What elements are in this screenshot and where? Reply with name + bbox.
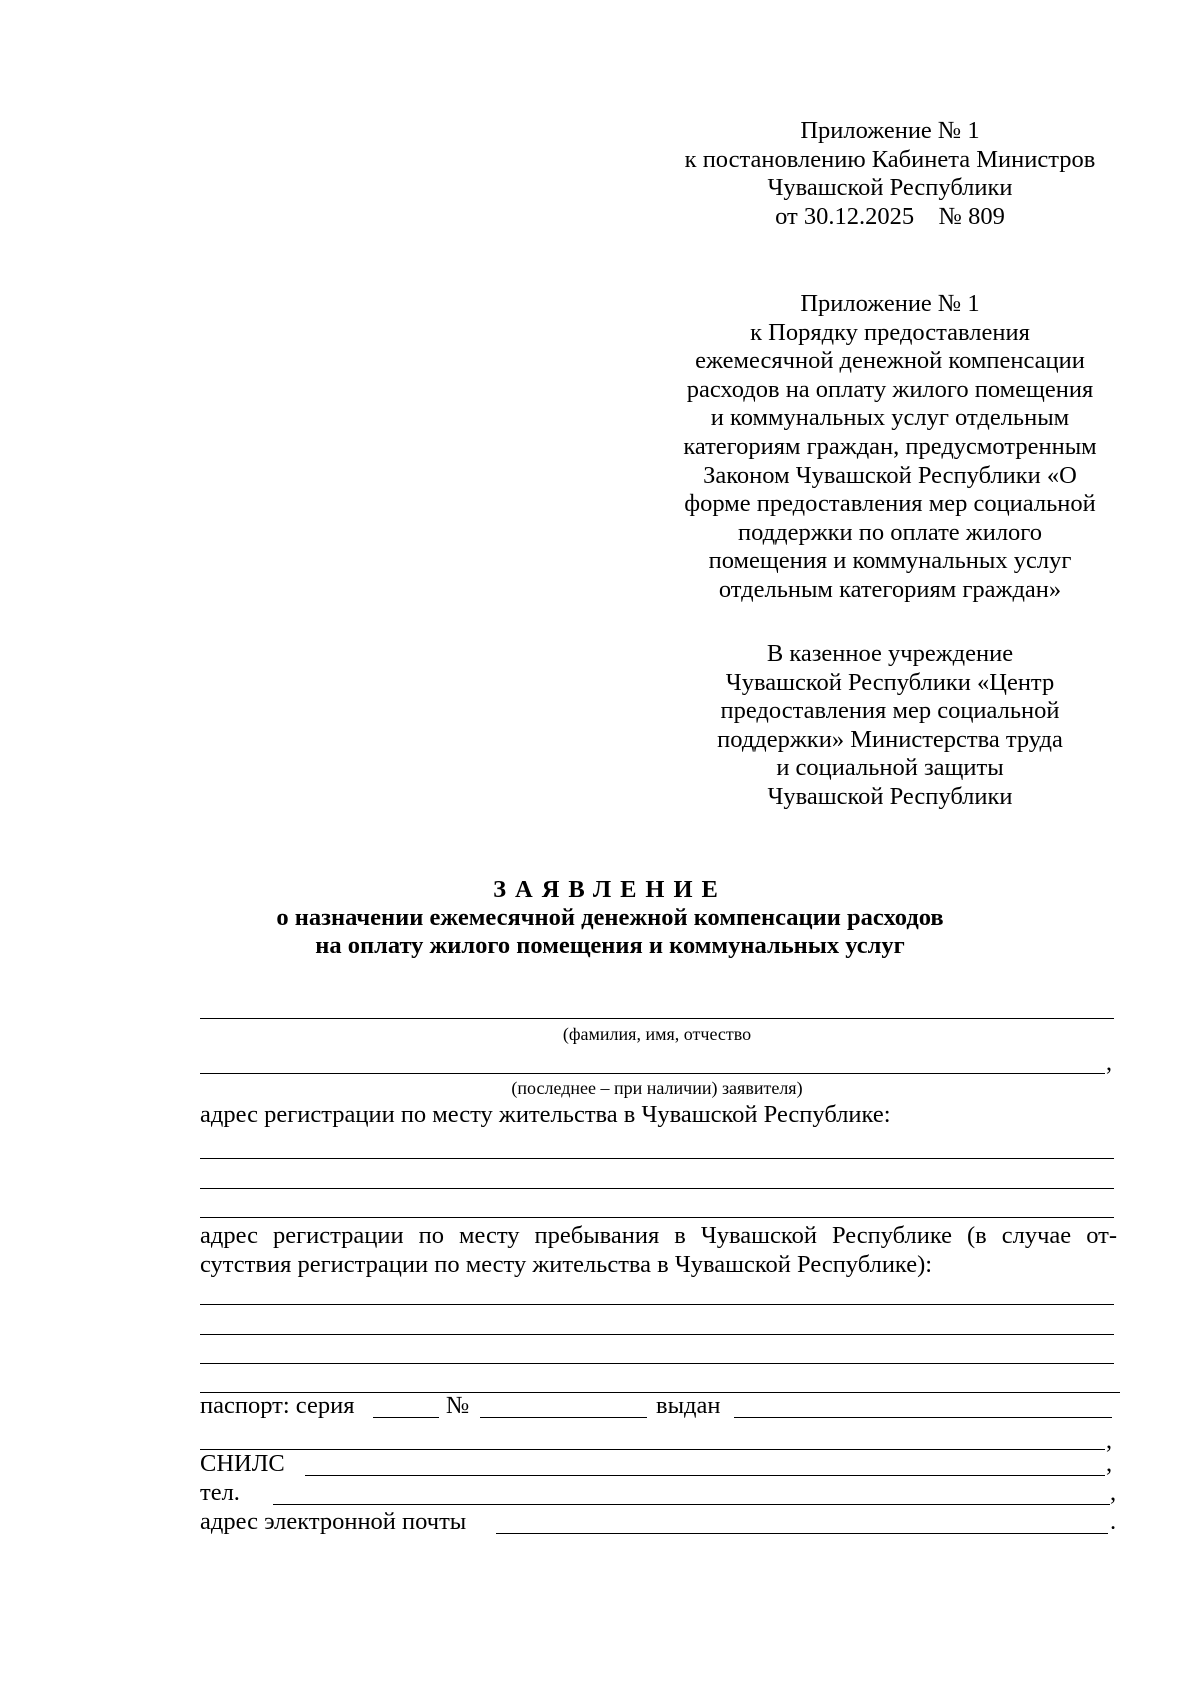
phone-label: тел.: [200, 1479, 240, 1506]
period: .: [1110, 1508, 1117, 1535]
snils-row: [200, 1450, 1115, 1480]
residence-label: адрес регистрации по месту жительства в Чувашской Республике:: [200, 1101, 891, 1128]
phone-row: [200, 1479, 1115, 1509]
addressee-line: предоставления мер социальной: [720, 697, 1060, 725]
title-subtitle: на оплату жилого помещения и коммунальных услуг: [315, 932, 905, 959]
name-caption: (фамилия, имя, отчество: [562, 1024, 752, 1044]
title-subtitle: о назначении ежемесячной денежной компенсации расходов: [276, 904, 944, 931]
name-caption-2: (последнее – при наличии) заявителя): [511, 1078, 803, 1098]
comma: ,: [1106, 1450, 1113, 1477]
appendix-procedure-line: и коммунальных услуг отдельным: [710, 404, 1070, 432]
stay-line-1[interactable]: [200, 1304, 1114, 1305]
passport-series-field[interactable]: [373, 1417, 439, 1418]
appendix-procedure-header: [660, 290, 1120, 605]
residence-line-3[interactable]: [200, 1217, 1114, 1218]
snils-label: СНИЛС: [200, 1450, 285, 1477]
passport-label: паспорт: серия: [200, 1392, 355, 1419]
appendix-procedure-line: расходов на оплату жилого помещения: [686, 375, 1094, 403]
residence-line-1[interactable]: [200, 1158, 1114, 1159]
appendix-decree-line: от 30.12.2025 № 809: [775, 202, 1005, 230]
appendix-decree-line: к постановлению Кабинета Министров: [684, 145, 1096, 173]
passport-row: [200, 1392, 1115, 1422]
appendix-decree-line: Приложение № 1: [800, 117, 980, 144]
comma: ,: [1106, 1050, 1112, 1076]
addressee-block: [660, 640, 1120, 812]
appendix-procedure-line: к Порядку предоставления: [750, 318, 1030, 346]
document-title: [160, 876, 1060, 960]
passport-issued-label: выдан: [656, 1392, 721, 1419]
addressee-line: Чувашской Республики: [767, 782, 1013, 810]
name-field-line[interactable]: [200, 1018, 1114, 1019]
addressee-line: и социальной защиты: [776, 754, 1004, 782]
passport-issued-field[interactable]: [734, 1417, 1112, 1418]
appendix-procedure-line: помещения и коммунальных услуг: [708, 547, 1072, 575]
appendix-procedure-line: форме предоставления мер социальной: [684, 490, 1096, 518]
stay-label: адрес регистрации по месту пребывания в Чувашской Республике (в случае от-сутствия регистрации по месту жительства в Чувашской Республике):: [200, 1222, 1117, 1278]
appendix-procedure-line: поддержки по оплате жилого: [737, 518, 1042, 546]
comma: ,: [1106, 1428, 1112, 1454]
email-row: [200, 1508, 1115, 1538]
addressee-line: Чувашской Республики «Центр: [725, 668, 1055, 696]
appendix-decree-header: [660, 117, 1120, 231]
passport-number-label: №: [446, 1392, 470, 1419]
stay-line-2[interactable]: [200, 1334, 1114, 1335]
snils-field[interactable]: [305, 1475, 1105, 1476]
appendix-procedure-line: ежемесячной денежной компенсации: [695, 347, 1085, 375]
residence-line-2[interactable]: [200, 1188, 1114, 1189]
appendix-procedure-line: Приложение № 1: [800, 290, 980, 317]
appendix-procedure-line: категориям граждан, предусмотренным: [683, 432, 1097, 460]
appendix-decree-line: Чувашской Республики: [767, 174, 1013, 202]
appendix-procedure-line: отдельным категориям граждан»: [718, 575, 1062, 603]
appendix-procedure-line: Законом Чувашской Республики «О: [703, 461, 1077, 489]
stay-line-3[interactable]: [200, 1363, 1114, 1364]
comma: ,: [1110, 1479, 1117, 1506]
title-heading: ЗАЯВЛЕНИЕ: [493, 876, 727, 903]
email-field[interactable]: [496, 1533, 1108, 1534]
passport-number-field[interactable]: [480, 1417, 647, 1418]
email-label: адрес электронной почты: [200, 1508, 467, 1535]
addressee-line: В казенное учреждение: [766, 640, 1014, 667]
addressee-line: поддержки» Министерства труда: [717, 725, 1063, 753]
phone-field[interactable]: [273, 1504, 1110, 1505]
name-field-line-2[interactable]: [200, 1073, 1105, 1074]
